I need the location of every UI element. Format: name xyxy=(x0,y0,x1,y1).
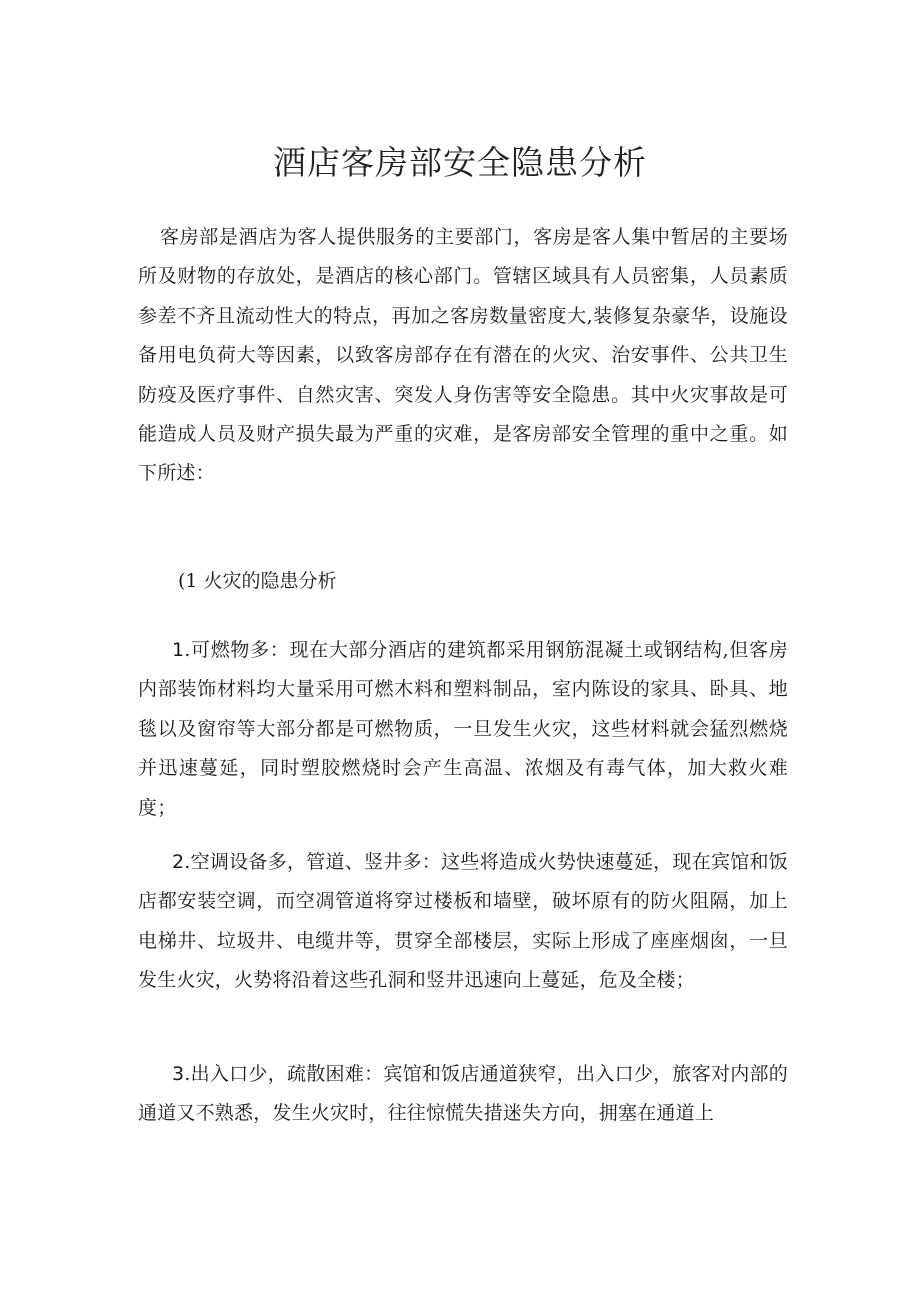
list-item xyxy=(138,631,788,828)
section-heading: (1 火灾的隐患分析 xyxy=(178,570,337,592)
item-text: .可燃物多：现在大部分酒店的建筑都采用钢筋混凝土或钢结构,但客房内部装饰材料均大量采用可燃木料和塑料制品，室内陈设的家具、卧具、地毯以及窗帘等大部分都是可燃物质，一旦发生火灾，这些材料就会猛烈燃烧并迅速蔓延，同时塑胶燃烧时会产生高温、浓烟及有毒气体，加大救火难度； xyxy=(138,639,788,819)
intro-paragraph: 客房部是酒店为客人提供服务的主要部门，客房是客人集中暂居的主要场所及财物的存放处，是酒店的核心部门。管辖区域具有人员密集，人员素质参差不齐且流动性大的特点，再加之客房数量密度大,装修复杂豪华，设施设备用电负荷大等因素，以致客房部存在有潜在的火灾、治安事件、公共卫生防疫及医疗事件、自然灾害、突发人身伤害等安全隐患。其中火灾事故是可能造成人员及财产损失最为严重的灾难，是客房部安全管理的重中之重。如下所述： xyxy=(138,226,788,485)
item-number: 3 xyxy=(172,1063,185,1085)
item-text: .空调设备多，管道、竖井多：这些将造成火势快速蔓延，现在宾馆和饭店都安装空调，而空凋管道将穿过楼板和墙壁，破坏原有的防火阻隔，加上电梯井、垃圾井、电缆井等，贯穿全部楼层，实际上形成了座座烟囱，一旦发生火灾，火势将沿着这些孔洞和竖井迅速向上蔓延，危及全楼； xyxy=(138,851,788,992)
item-number: 2 xyxy=(172,851,185,873)
item-text: .出入口少，疏散困难：宾馆和饭店通道狭窄，出入口少，旅客对内部的通道又不熟悉，发生火灾时，往往惊慌失措迷失方向，拥塞在通道上 xyxy=(138,1063,788,1125)
document-title: 酒店客房部安全隐患分析 xyxy=(273,143,647,182)
list-item xyxy=(138,1055,788,1134)
list-item xyxy=(138,843,788,1001)
item-number: 1 xyxy=(172,639,185,661)
